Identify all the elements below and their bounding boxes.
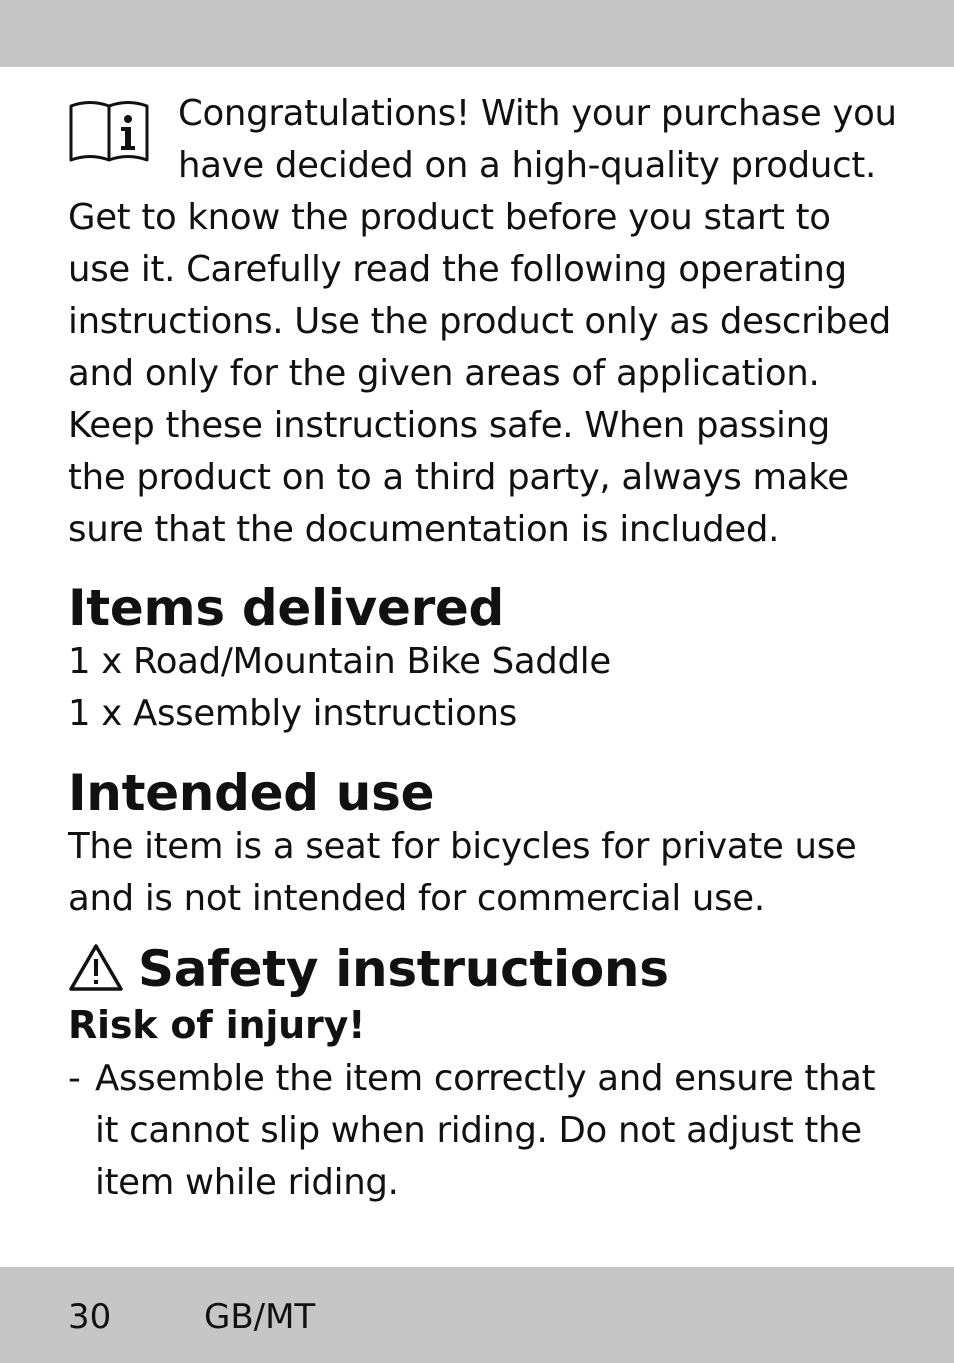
intro-section xyxy=(68,88,898,556)
safety-heading-text: Safety instructions xyxy=(138,940,669,998)
header-band xyxy=(0,0,954,67)
bullet-dash: - xyxy=(68,1058,81,1099)
bullet-text: Assemble the item correctly and ensure that it cannot slip when riding. Do not adjust the item while riding. xyxy=(95,1058,876,1203)
region-code: GB/MT xyxy=(204,1297,316,1337)
safety-heading xyxy=(68,941,898,997)
items-delivered-list xyxy=(68,636,898,740)
intended-use-heading: Intended use xyxy=(68,764,435,822)
risk-of-injury-subheading: Risk of injury! xyxy=(68,1003,366,1047)
intended-use-paragraph: The item is a seat for bicycles for private use and is not intended for commercial use. xyxy=(68,826,857,919)
intro-paragraph: Congratulations! With your purchase you have decided on a high-quality product. Get to know the product before you start to use it. Carefully read the following operating instructions. Use the product only as described and only for the given areas of application. Keep these instructions safe. When passing the product on to a third party, always make sure that the documentation is included. xyxy=(68,93,897,550)
info-book-icon xyxy=(68,96,150,166)
list-item xyxy=(68,1053,898,1209)
footer-band xyxy=(0,1267,954,1363)
safety-bullets xyxy=(68,1053,898,1209)
list-item: 1 x Road/Mountain Bike Saddle xyxy=(68,641,611,682)
page-content xyxy=(68,88,898,1209)
warning-triangle-icon xyxy=(68,942,124,992)
list-item: 1 x Assembly instructions xyxy=(68,693,517,734)
page-number: 30 xyxy=(68,1297,112,1337)
items-delivered-heading: Items delivered xyxy=(68,579,505,637)
